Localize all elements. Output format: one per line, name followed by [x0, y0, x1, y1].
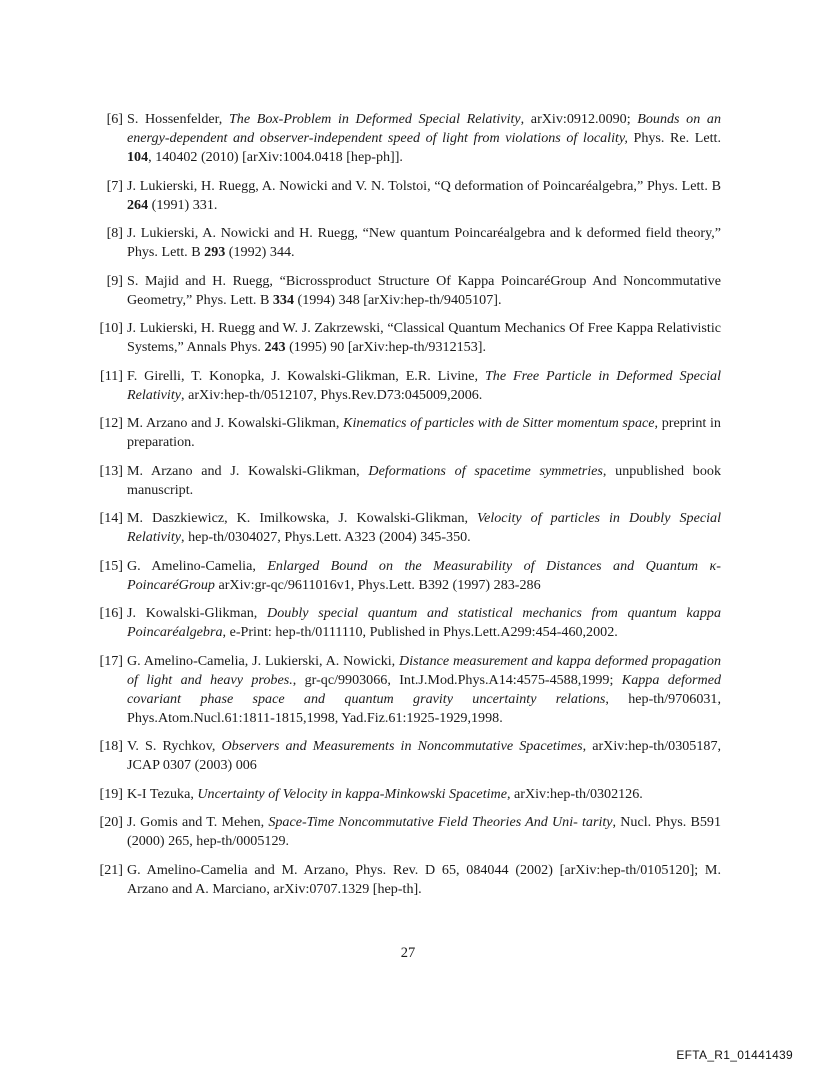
reference-text	[127, 462, 721, 500]
reference-segment: , preprint in preparation.	[127, 415, 721, 450]
reference-segment: M. Arzano and J. Kowalski-Glikman,	[127, 415, 344, 431]
reference-title: Space-Time Noncommutative Field Theories And Uni- tarity	[268, 814, 613, 830]
reference-label: [8]	[106, 225, 123, 241]
reference-text	[127, 367, 721, 405]
reference-volume: 334	[272, 291, 295, 308]
reference-label: [12]	[99, 415, 123, 431]
reference-segment: , arXiv:hep-th/0305187, JCAP 0307 (2003) 006	[127, 738, 722, 773]
reference-volume: 104	[127, 149, 149, 165]
reference-label: [13]	[99, 462, 123, 479]
reference-title: The Free Particle in Deformed Special Relativity	[127, 367, 722, 403]
reference-item	[95, 737, 721, 775]
reference-title: Velocity of particles in Doubly Special Relativity	[127, 510, 721, 545]
reference-item	[95, 319, 721, 357]
reference-segment: arXiv:gr-qc/9611016v1, Phys.Lett. B392 (1997) 283-286	[214, 576, 541, 593]
reference-segment: , gr-qc/9903066, Int.J.Mod.Phys.A14:4575-4588,1999;	[292, 671, 622, 688]
reference-label: [6]	[106, 111, 123, 127]
reference-label: [14]	[99, 510, 123, 526]
reference-item	[95, 652, 721, 728]
reference-segment: F. Girelli, T. Konopka, J. Kowalski-Glikman, E.R. Livine,	[127, 367, 485, 384]
reference-segment: J. Gomis and T. Mehen,	[127, 814, 269, 830]
reference-segment: , unpublished book manuscript.	[127, 462, 721, 498]
reference-label: [9]	[106, 272, 123, 289]
reference-item	[95, 861, 721, 899]
reference-segment: S. Hossenfelder,	[127, 111, 229, 127]
reference-segment: (1992) 344.	[225, 244, 295, 260]
reference-label: [15]	[99, 557, 123, 574]
reference-segment: , hep-th/0304027, Phys.Lett. A323 (2004) 345-350.	[181, 529, 471, 545]
reference-segment: (1995) 90 [arXiv:hep-th/9312153].	[285, 339, 486, 355]
reference-text	[127, 319, 721, 357]
reference-label: [17]	[99, 652, 123, 669]
reference-segment: G. Amelino-Camelia and M. Arzano, Phys. Rev. D 65, 084044 (2002) [arXiv:hep-th/0105120]; M. Arzano and A. Marciano, arXiv:0707.1329 [hep-th].	[127, 861, 721, 897]
reference-segment: J. Kowalski-Glikman,	[127, 605, 268, 621]
reference-item	[95, 414, 721, 452]
reference-segment: S. Majid and H. Ruegg, “Bicrossproduct Structure Of Kappa PoincaréGroup And Noncommutative Geometry,” Phys. Lett. B	[127, 272, 721, 308]
reference-text	[127, 813, 721, 851]
reference-title: Distance measurement and kappa deformed propagation of light and heavy probes.	[127, 652, 721, 688]
reference-volume: 293	[204, 244, 226, 260]
reference-label: [10]	[99, 320, 123, 336]
reference-item	[95, 785, 721, 804]
reference-item	[95, 813, 721, 851]
reference-title: Bounds on an energy-dependent and observer-independent speed of light from violations of locality,	[127, 111, 721, 146]
reference-title: Uncertainty of Velocity in kappa-Minkowski Spacetime	[197, 785, 507, 802]
reference-segment: G. Amelino-Camelia,	[127, 557, 268, 574]
reference-segment: K-I Tezuka,	[127, 785, 198, 802]
reference-text	[127, 557, 721, 595]
reference-label: [21]	[99, 861, 123, 878]
reference-text	[127, 861, 721, 899]
page-number: 27	[400, 945, 416, 961]
reference-segment: J. Lukierski, H. Ruegg and W. J. Zakrzewski, “Classical Quantum Mechanics Of Free Kappa Relativistic Systems,” Annals Phys.	[127, 320, 721, 355]
reference-segment: , arXiv:0912.0090;	[520, 111, 638, 127]
reference-text	[127, 509, 721, 547]
reference-label: [11]	[100, 367, 123, 384]
reference-label: [7]	[106, 177, 123, 194]
reference-segment: (1994) 348 [arXiv:hep-th/9405107].	[294, 291, 502, 308]
reference-text	[127, 177, 721, 215]
reference-segment: , arXiv:hep-th/0302126.	[506, 785, 643, 802]
reference-title: Deformations of spacetime symmetries	[368, 462, 603, 479]
reference-segment: , e-Print: hep-th/0111110, Published in Phys.Lett.A299:454-460,2002.	[222, 624, 618, 640]
reference-segment: J. Lukierski, H. Ruegg, A. Nowicki and V. N. Tolstoi, “Q deformation of Poincaréalgebra,” Phys. Lett. B	[127, 177, 721, 194]
reference-segment: J. Lukierski, A. Nowicki and H. Ruegg, “New quantum Poincaréalgebra and k deformed field theory,” Phys. Lett. B	[127, 225, 721, 260]
reference-title: The Box-Problem in Deformed Special Relativity	[228, 111, 521, 127]
reference-item	[95, 224, 721, 262]
reference-segment: , Nucl. Phys. B591 (2000) 265, hep-th/0005129.	[127, 814, 722, 849]
reference-segment: M. Daszkiewicz, K. Imilkowska, J. Kowalski-Glikman,	[127, 510, 478, 526]
document-id: EFTA_R1_01441439	[676, 1048, 793, 1062]
reference-segment: (1991) 331.	[148, 196, 218, 213]
reference-segment: , hep-th/9706031, Phys.Atom.Nucl.61:1811-1815,1998, Yad.Fiz.61:1925-1929,1998.	[127, 690, 721, 726]
reference-label: [16]	[99, 605, 123, 621]
reference-item	[95, 367, 721, 405]
reference-item	[95, 509, 721, 547]
reference-text	[127, 604, 721, 642]
reference-title: Kappa deformed covariant phase space and quantum gravity uncertainty relations	[127, 671, 722, 707]
reference-text	[127, 737, 721, 775]
reference-item	[95, 557, 721, 595]
reference-item	[95, 272, 721, 310]
reference-text	[127, 110, 721, 167]
reference-segment: Phys. Re. Lett.	[627, 130, 721, 146]
reference-title: Kinematics of particles with de Sitter momentum space	[343, 415, 655, 431]
reference-text	[127, 224, 721, 262]
reference-segment: M. Arzano and J. Kowalski-Glikman,	[127, 462, 369, 479]
reference-item	[95, 604, 721, 642]
reference-segment: V. S. Rychkov,	[127, 738, 222, 754]
reference-volume: 243	[264, 339, 286, 355]
reference-list	[95, 110, 721, 908]
reference-title: Enlarged Bound on the Measurability of Distances and Quantum κ-PoincaréGroup	[127, 557, 721, 593]
reference-segment: , arXiv:hep-th/0512107, Phys.Rev.D73:045009,2006.	[181, 386, 483, 403]
reference-item	[95, 110, 721, 167]
reference-label: [18]	[99, 738, 123, 754]
reference-text	[127, 785, 721, 804]
reference-text	[127, 272, 721, 310]
reference-segment: G. Amelino-Camelia, J. Lukierski, A. Nowicki,	[127, 652, 400, 669]
reference-label: [19]	[99, 785, 123, 802]
reference-volume: 264	[127, 196, 149, 213]
reference-item	[95, 462, 721, 500]
reference-text	[127, 652, 721, 728]
reference-title: Observers and Measurements in Noncommutative Spacetimes	[221, 738, 583, 754]
reference-segment: , 140402 (2010) [arXiv:1004.0418 [hep-ph]].	[148, 149, 403, 165]
reference-label: [20]	[99, 814, 123, 830]
reference-text	[127, 414, 721, 452]
reference-item	[95, 177, 721, 215]
reference-title: Doubly special quantum and statistical mechanics from quantum kappa Poincaréalgebra	[127, 605, 721, 640]
